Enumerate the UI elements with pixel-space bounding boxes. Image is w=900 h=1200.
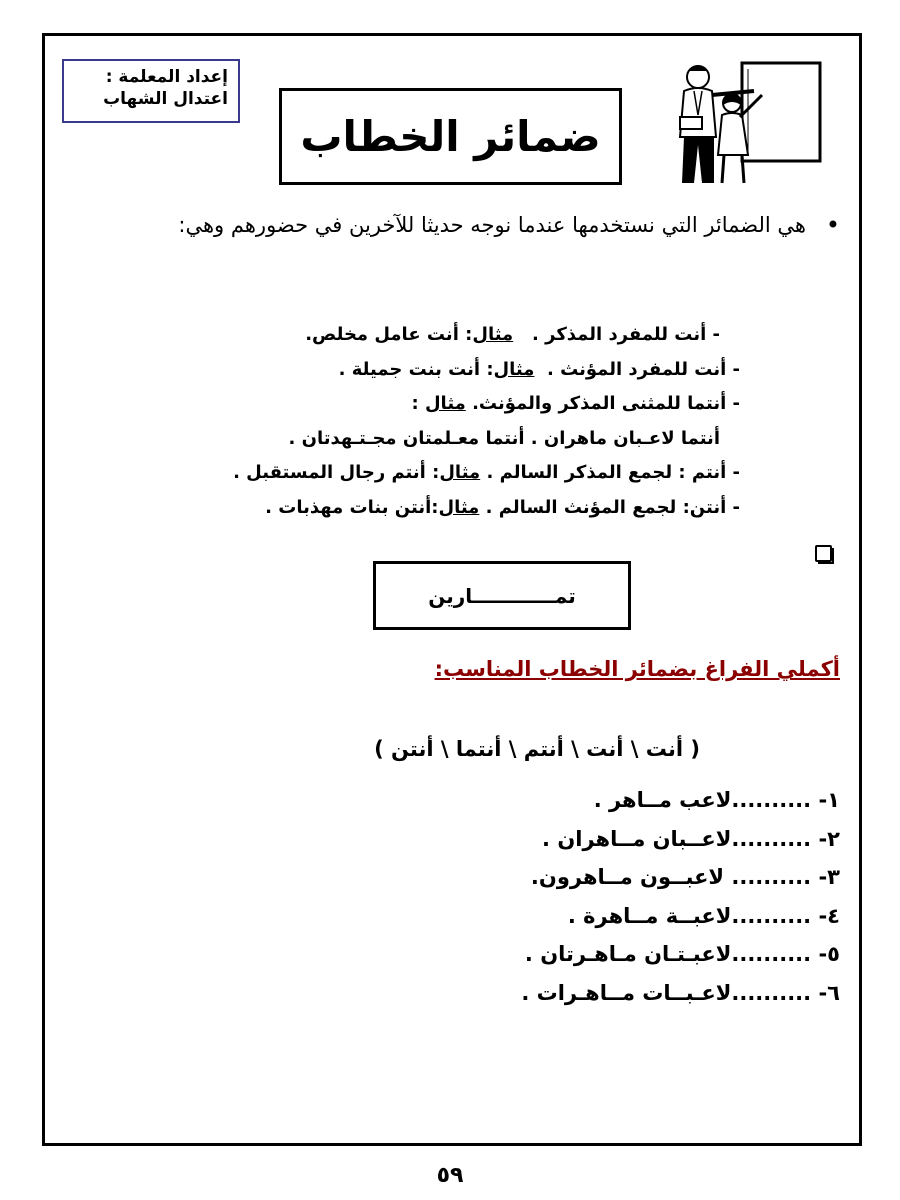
- example-label: مثال: [438, 496, 480, 518]
- rule-plural-feminine: [100, 491, 740, 526]
- example-text: :: [411, 393, 425, 414]
- bullet: •: [825, 211, 840, 239]
- rule-text: - أنت للمفرد المؤنث .: [546, 358, 740, 380]
- rule-dual-example: أنتما لاعـبان ماهران . أنتما معـلمتان مجـتـهدتان .: [288, 427, 720, 449]
- rule-singular-feminine: [100, 353, 740, 388]
- exercise-item: ٤- ..........لاعبــة مــاهرة .: [567, 903, 840, 928]
- title-box: [279, 88, 622, 185]
- author-name: اعتدال الشهاب: [103, 89, 228, 109]
- pronoun-choices: ( أنت \ أنت \ أنتم \ أنتما \ أنتن ): [374, 737, 700, 761]
- exercise-items: [300, 781, 840, 1012]
- checkbox-icon: [815, 545, 832, 562]
- rule-text: - أنتم : لجمع المذكر السالم .: [486, 462, 740, 483]
- exercises-title: تمــــــــــــارين: [428, 583, 576, 608]
- page-number: ٥٩: [436, 1163, 464, 1188]
- example-label: مثال: [472, 324, 514, 345]
- example-label: مثال: [424, 393, 466, 414]
- exercise-item: ٢- ..........لاعــبان مــاهران .: [542, 826, 840, 851]
- example-text: :أنتن بنات مهذبات .: [265, 496, 439, 518]
- author-label: إعداد المعلمة :: [105, 67, 228, 87]
- rule-plural-masculine: [100, 456, 740, 491]
- rule-text: - أنت للمفرد المذكر .: [532, 324, 720, 345]
- example-text: : أنت عامل مخلص.: [305, 324, 473, 345]
- example-label: مثال: [439, 462, 481, 483]
- rule-singular-masculine: [100, 318, 740, 353]
- exercises-box: [373, 561, 631, 630]
- example-text: : أنت بنت جميلة .: [338, 358, 494, 380]
- example-text: : أنتم رجال المستقبل .: [233, 462, 440, 483]
- exercise-item: ٥- ..........لاعبـتـان مـاهـرتان .: [524, 942, 840, 966]
- intro-paragraph: [70, 210, 840, 241]
- page-title: ضمائر الخطاب: [300, 112, 601, 161]
- exercise-item: ٣- .......... لاعبــون مــاهرون.: [530, 865, 840, 889]
- exercise-item: ١- ..........لاعب مــاهر .: [593, 788, 840, 812]
- rule-dual: [100, 387, 740, 422]
- intro-text: هي الضمائر التي نستخدمها عندما نوجه حديثا للآخرين في حضورهم وهي:: [178, 213, 806, 237]
- rule-text: - أنتن: لجمع المؤنث السالم .: [485, 496, 740, 518]
- exercise-instruction: أكملي الفراغ بضمائر الخطاب المناسب:: [434, 657, 840, 681]
- rules-list: [100, 318, 740, 525]
- example-label: مثال: [493, 358, 535, 380]
- author-box: [62, 59, 240, 123]
- rule-text: - أنتما للمثنى المذكر والمؤنث.: [472, 393, 740, 414]
- exercise-item: ٦- ..........لاعـبــات مــاهـرات .: [521, 980, 840, 1005]
- teacher-student-illustration: [650, 55, 825, 190]
